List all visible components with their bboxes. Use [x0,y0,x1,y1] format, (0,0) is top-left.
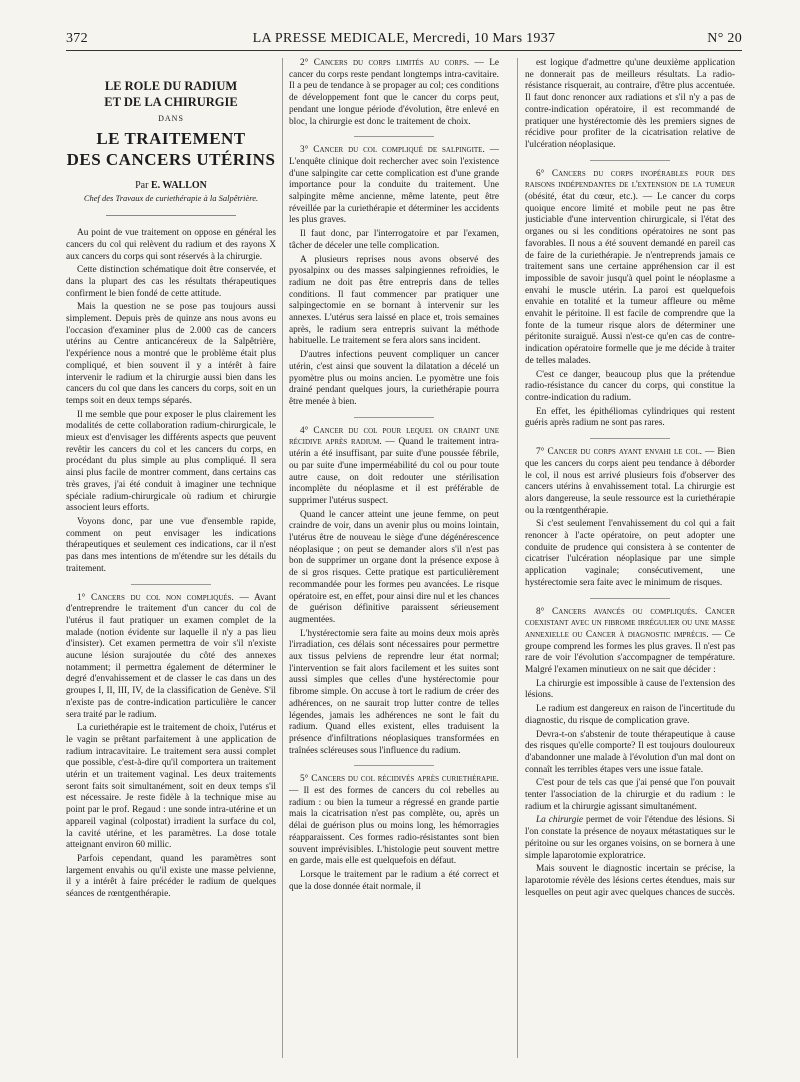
paragraph-text: permet de voir l'étendue des lésions. Si l'on constate la présence de noyaux métastatiques sur le péritoine ou sur les organes voisins, on se bornera à une simple laparotomie exploratrice. [525,815,735,861]
section-1-heading: 1° Cancers du col non compliqués. [77,592,234,603]
section-2 [289,58,499,128]
title-dans: DANS [158,114,184,123]
paragraph: Mais souvent le diagnostic incertain se précise, la laparotomie révèle des lésions certes étendues, mais sur lesquelles on peut agir avec quelques chances de succès. [525,864,735,898]
paragraph: Quand le cancer atteint une jeune femme, on peut craindre de voir, dans un avenir plus ou moins lointain, l'utérus être de nouveau le siège d'une dégénérescence néoplasique ; on peut se demander alors s'il n'est pas bon de supprimer un organe dont la présence expose à de si gros risques. Cette pratique est particulièrement recommandée pour les formes peu avancées. Le risque opératoire est, en effet, pour ainsi dire nul et les chances de guérison définitive paraissent sérieusement augmentées. [289,509,499,625]
section-4 [289,426,499,508]
title-separator [106,215,236,216]
section-2-heading: 2° Cancers du corps limités au corps. [300,58,470,68]
paragraph: Le radium est dangereux en raison de l'incertitude du diagnostic, du risque de complication grave. [525,704,735,726]
section-8-text: — Ce groupe comprend les formes les plus graves. Il n'est pas rare de voir l'évolution s'accompagner de température. Malgré l'examen minutieux on ne sait que décider : [525,629,735,676]
paragraph: La curiethérapie est le traitement de choix, l'utérus et le vagin se prêtant parfaitement à une application de radium intracavitaire. Le traitement sera aussi complet que possible, c'est-à-dire qu'il comportera un traitement utérin et un traitement vaginal. Les deux traitements seront faits soit simultanément, soit en deux temps s'il est nécessaire. Je reste fidèle à la technique mise au point par le prof. Regaud : une sonde intra-utérine et un appareil vaginal (colpostat) irradient la surface du col, la cavité utérine, et les paramètres. La dose totale atteignant environ 60 millic. [66,723,276,851]
paragraph: En effet, les épithéliomas cylindriques qui restent guéris après radium ne sont pas rares. [525,406,735,429]
paragraph: Devra-t-on s'abstenir de toute thérapeutique à cause des risques qu'elle comporte? Il est toujours douloureux d'abandonner une malade à l'évolution d'un mal dont on connaît les terribles étapes vers une issue fatale. [525,729,735,775]
section-5-text: — Il est des formes de cancers du col rebelles au radium : ou bien la tumeur a régressé en grande partie mais la cicatrisation n'est pas complète, ou, après un délai de guérison plus ou moins long, les hémorragies réapparaissent. Ces formes radio-résistantes sont bien souvent imprévisibles. L'histologie peut souvent mettre en garde, mais elle est quelquefois en défaut. [289,786,499,867]
column-1 [66,58,276,1058]
section-7-heading: 7° Cancer du corps ayant envahi le col. [536,447,702,458]
section-8 [525,607,735,677]
byline [66,180,276,192]
paragraph: D'autres infections peuvent compliquer un cancer utérin, c'est ainsi que souvent la dilatation a décelé un pyomètre plus ou moins ancien. Le pyomètre une fois drainé pendant quelques jours, la curiethérapie pourra être menée à bien. [289,350,499,407]
section-5-heading: 5° Cancers du col récidivés après curiethérapie. [300,774,499,785]
paragraph: Parfois cependant, quand les paramètres sont largement envahis ou qu'il existe une masse pelvienne, il y a intérêt à faire précéder le radium de quelques séances de rœntgenthérapie. [66,853,276,900]
section-separator [590,438,670,439]
paragraph: Il faut donc, par l'interrogatoire et par l'examen, tâcher de déceler une telle complication. [289,229,499,251]
section-4-text: — Quand le traitement intra-utérin a été insuffisant, par suite d'une poussée fébrile, ou par suite d'une imperméabilité du col ou pour toute autre cause, on doit redouter une stérilisation incomplète du néoplasme et il est préférable de supprimer l'utérus suspect. [289,437,499,506]
article-title-block [66,78,276,205]
title-line-1: LE ROLE DU RADIUM [104,79,238,93]
section-separator [590,598,670,599]
section-6 [525,169,735,368]
section-4-heading: 4° Cancer du col pour lequel on craint une récidive après radium. [289,425,499,448]
paragraph: Lorsque le traitement par le radium a été correct et que la dose donnée était normale, il [289,870,499,892]
section-3-text: — L'enquête clinique doit rechercher avec soin l'existence d'une salpingite car cette complication est d'une grande importance pour la conduite du traitement. Une salpingite même ancienne, même latente, peut être réveillée par la curiethérapie et déterminer les accidents les plus graves. [289,145,499,226]
column-divider-2 [517,58,518,1058]
emphasis-la-chirurgie: La chirurgie [536,815,584,826]
section-6-text: (obésité, état du cœur, etc.). — Le cancer du corps quoique encore limité et mobile peut ne pas être justiciable d'une intervention chirurgicale, si l'état des organes ou si les conditions opératoires ne sont pas favorables. Il nous a été souvent demandé en pareil cas de faire de la curiethérapie. Je n'entreprends jamais ce traitement sans une certaine appréhension car il est impossible de savoir jusqu'à quel point le néoplasme a envahi le muscle utérin. La paroi est quelquefois envahie en totalité et la tumeur affleure ou même envahit le péritoine. Il est facile de comprendre que la fonte de la tumeur risque alors de déterminer une péritonite suraiguë. Aussi n'est-ce qu'en cas de contre-indication opératoire formelle que je me décide à traiter de telles malades. [525,192,735,366]
section-2-text: — Le cancer du corps reste pendant longtemps intra-cavitaire. Il a peu de tendance à se propager au col; ces conditions de développement font que le cancer du corps peut, pendant une longue période d'évolution, être enlevé en bloc, la chirurgie est donc le traitement de choix. [289,58,499,127]
section-1-text: — Avant d'entreprendre le traitement d'un cancer du col de l'utérus il faut pratiquer un examen complet de la malade (notion évidente sur laquelle il n'y a pas lieu d'insister). Cet examen permettra de voir s'il n'existe aucune lésion surajoutée du côté des annexes notamment; il permettra également de déterminer le degré d'envahissement et de classer le cas dans un des groupes I, II, III, IV, de la classification de Genève. S'il n'existe pas de contre-indication particulière le cancer sera traité par le radium. [66,592,276,720]
paragraph: Si c'est seulement l'envahissement du col qui a fait renoncer à l'acte opératoire, on peut adopter une conduite de prudence qui consistera à se contenter de cicatriser l'ulcération néoplasique par une simple application vaginale; consécutivement, une hystérectomie sera faite avec le minimum de risques. [525,519,735,588]
issue-number: N° 20 [707,31,742,46]
paragraph: L'hystérectomie sera faite au moins deux mois après l'irradiation, ces délais sont nécessaires pour permettre aux tissus pelviens de reprendre leur état normal; l'intervention se fait alors facilement et les suites sont aussi simples que celles d'une hystérectomie pour fibrome simple. On accuse à tort le radium de créer des adhérences, on ne saurait trop lutter contre de telles légendes, jamais les adhérences ne sont le fait du radium. Quand elles existent, elles traduisent la présence d'infiltrations néoplasiques transformées en traînées scléreuses sous l'influence du radium. [289,628,499,756]
paragraph: La chirurgie est impossible à cause de l'extension des lésions. [525,678,735,701]
journal-title: LA PRESSE MEDICALE, Mercredi, 10 Mars 1937 [252,31,556,46]
paragraph: Au point de vue traitement on oppose en général les cancers du col qui relèvent du radium et des rayons X aux cancers du corps qui sont réservés à la chirurgie. [66,228,276,262]
title-line-3: LE TRAITEMENT [96,128,246,148]
section-5 [289,774,499,868]
section-3-heading: 3° Cancer du col compliqué de salpingite. [300,145,485,156]
section-6-heading: 6° Cancers du corps inopérables pour des raisons indépendantes de l'extension de la tumeur [525,168,735,191]
paragraph: A plusieurs reprises nous avons observé des pyosalpinx ou des masses salpingiennes refroidies, le radium ne doit pas être entrepris dans de telles conditions. Il faut commencer par pratiquer une salpingectomie en se bornant à intervenir sur les annexes. L'utérus sera laissé en place et, trois semaines après, le radium sera entrepris suivant la méthode habituelle. Le traitement se fera alors sans incident. [289,254,499,347]
byline-par: Par [135,179,149,191]
paragraph: C'est ce danger, beaucoup plus que la prétendue radio-résistance du cancer du corps, qui constitue la contre-indication du radium. [525,369,735,403]
section-separator [131,584,211,585]
paragraph: Voyons donc, par une vue d'ensemble rapide, comment on peut envisager les indications thérapeutiques et seulement ces indications, car il n'est pas dans mes intentions de m'étendre sur les détails du traitement. [66,516,276,574]
paragraph: Cette distinction schématique doit être conservée, et dans la plupart des cas les résultats thérapeutiques confirment le bien fondé de cette attitude. [66,265,276,299]
running-header [66,31,742,51]
section-8-heading: 8° Cancers avancés ou compliqués. Cancer coexistant avec un fibrome irrégulier ou une masse annexielle ou Cancer à diagnostic imprécis. [525,606,735,640]
section-7 [525,447,735,517]
paragraph: Il me semble que pour exposer le plus clairement les modalités de cette collaboration radium-chirurgicale, le mieux est d'envisager les différents aspects que peuvent revêtir les cancers du col et les cancers du corps, en procédant du plus simple au plus compliqué. Il sera ainsi plus facile de montrer comment, dans certains cas très graves, j'ai été conduit à imaginer une technique spéciale radium-chirurgicale où radium et chirurgie associent leurs efforts. [66,409,276,514]
paragraph: est logique d'admettre qu'une deuxième application ne donnerait pas de meilleurs résultats. La radio-résistance risquerait, au contraire, d'être plus accentuée. Il faut donc renoncer aux radiations et s'il n'y a pas de contre-indication opératoire, il est recommandé de pratiquer une hystérectomie dès les premiers signes de récidive pour profiter de la cicatrisation relative de l'ulcération néoplasique. [525,58,735,150]
title-line-2: ET DE LA CHIRURGIE [104,95,238,109]
section-separator [354,136,434,137]
paragraph: C'est pour de tels cas que j'ai pensé que l'on pouvait tenter l'association de la chirurgie et du radium : le radium et la chirurgie agissant simultanément. [525,778,735,812]
section-3 [289,145,499,227]
section-separator [354,765,434,766]
column-divider-1 [282,58,283,1058]
column-3 [525,58,735,1058]
title-line-4: DES CANCERS UTÉRINS [66,149,276,169]
section-separator [590,160,670,161]
author-affiliation: Chef des Travaux de curiethérapie à la Salpêtrière. [83,193,259,204]
header-rule [66,50,742,51]
page-number: 372 [66,31,88,46]
column-2 [289,58,499,1058]
paragraph: Mais la question ne se pose pas toujours aussi simplement. Depuis près de quinze ans nous avons eu l'occasion d'examiner plus de 2.000 cas de cancers utérins au Centre anticancéreux de la Salpêtrière, l'expérience nous a montré que le problème était plus compliqué, et bien souvent il y a intérêt à faire intervenir le radium et la chirurgie aussi bien dans les cancers du col que dans les cancers du corps, soit en un temps soit en deux temps séparés. [66,302,276,406]
author-name: E. WALLON [150,179,207,191]
section-7-text: — Bien que les cancers du corps aient peu tendance à déborder le col, il nous est arrivé plusieurs fois d'observer des cancers utérins à envahissement total. La chirurgie est alors dangereuse, la seule ressource est la curiethérapie ou la rœntgenthérapie. [525,447,735,516]
section-1 [66,593,276,722]
paragraph [525,815,735,862]
section-separator [354,417,434,418]
